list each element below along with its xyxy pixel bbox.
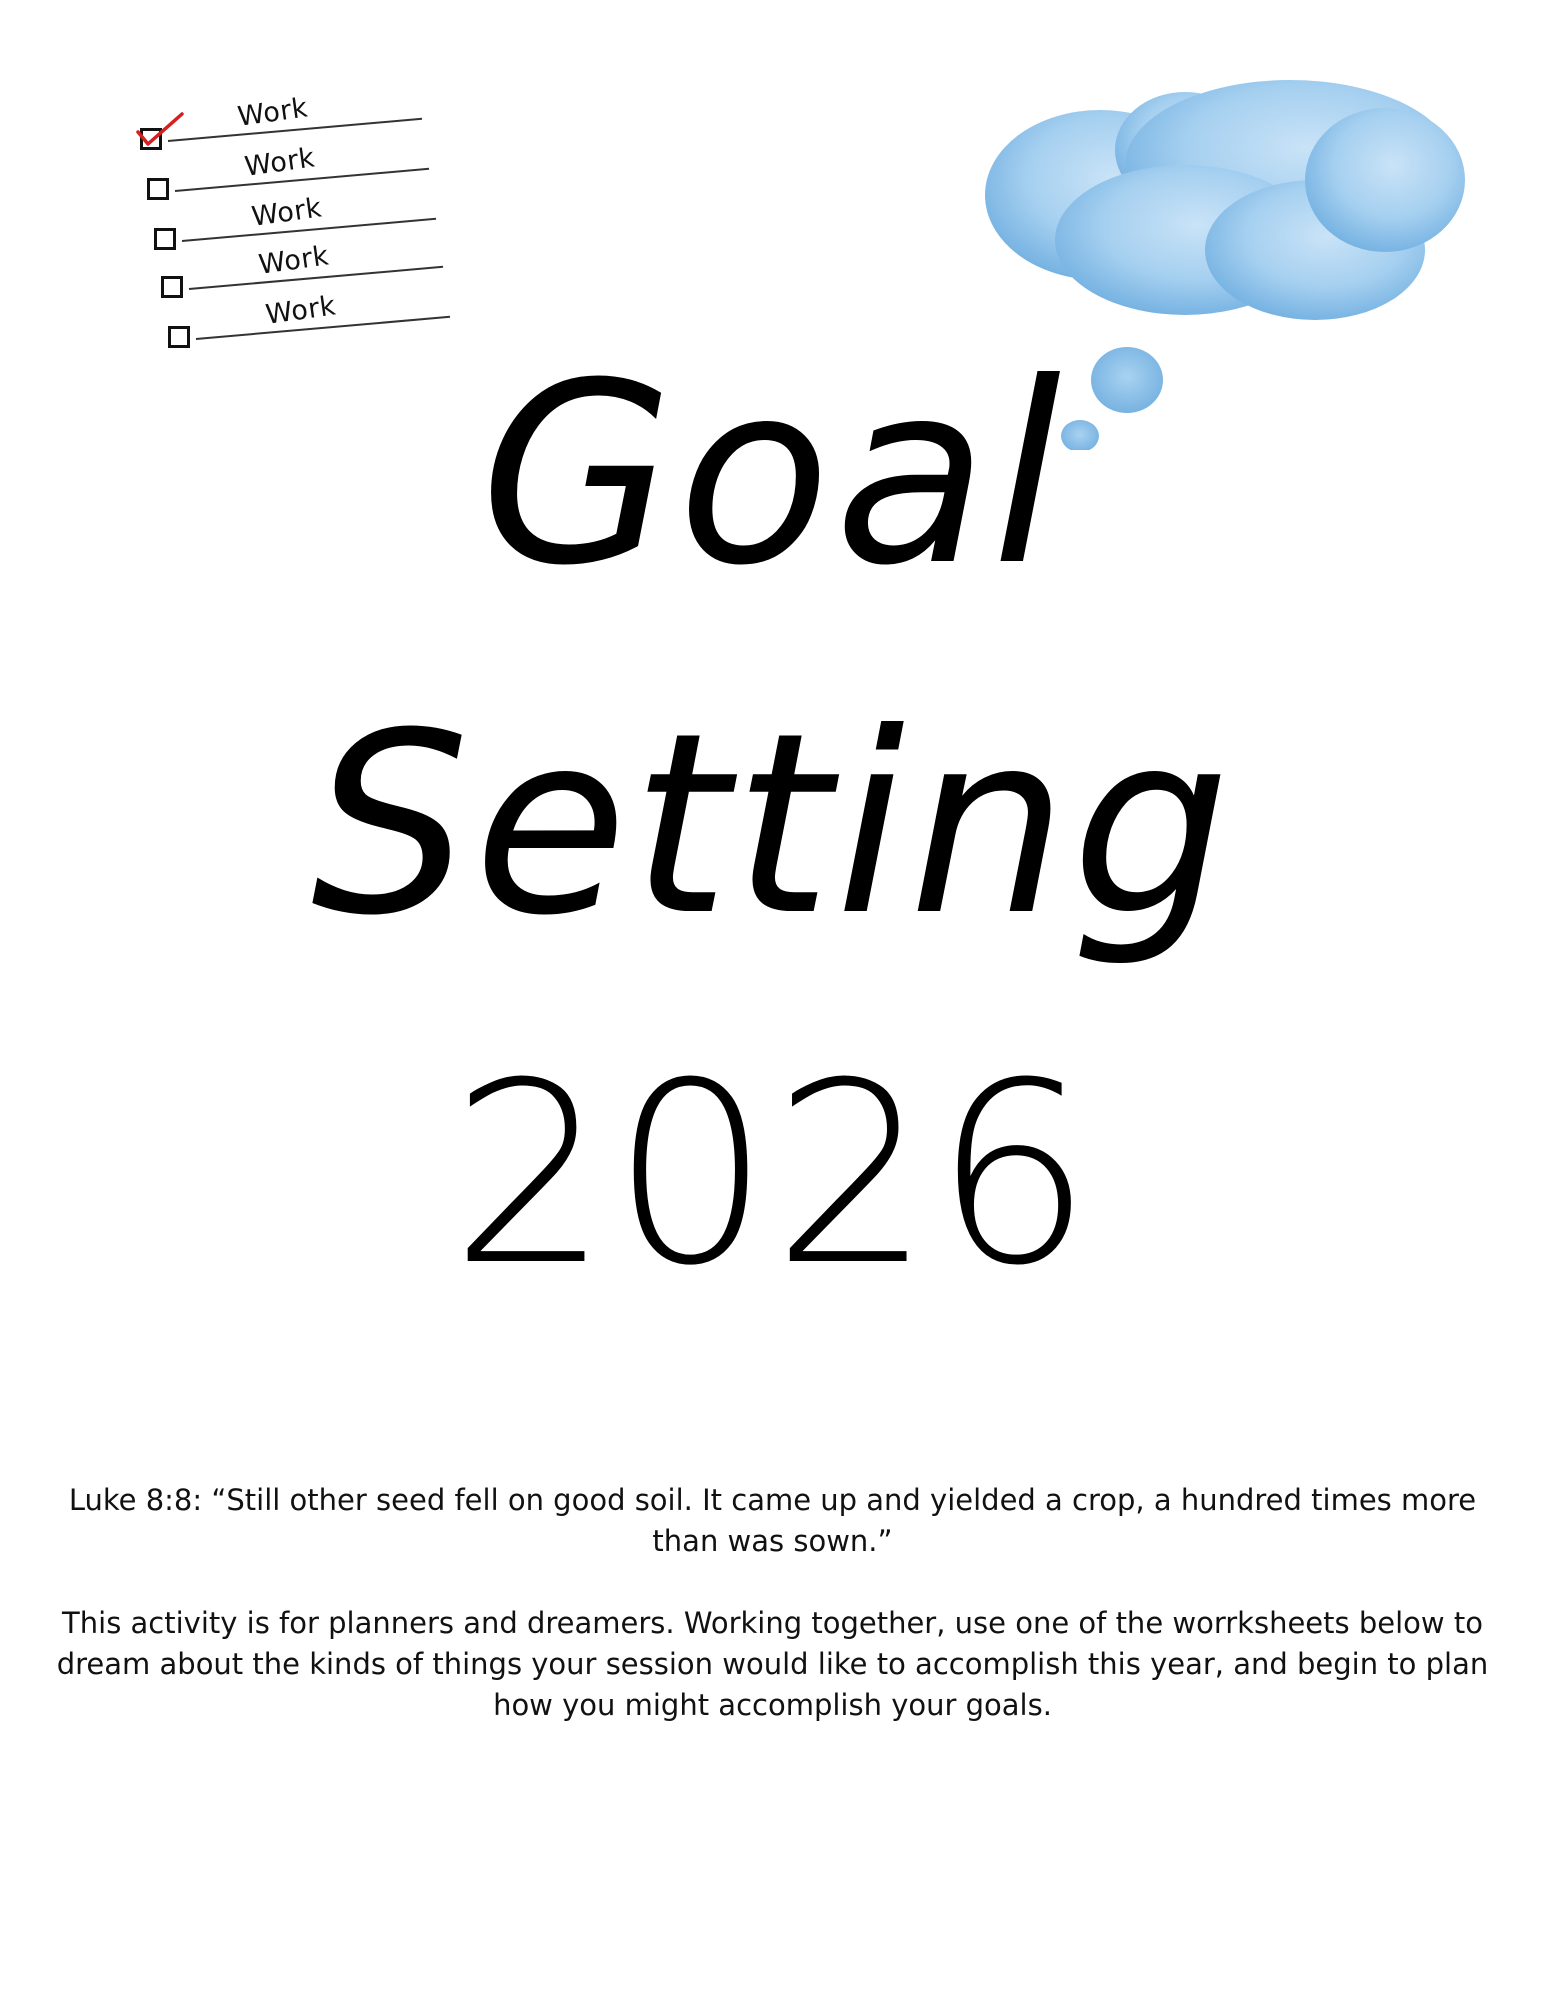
title-setting: Setting bbox=[310, 679, 1235, 970]
checklist-label: Work bbox=[249, 192, 324, 233]
checklist-label: Work bbox=[242, 142, 317, 183]
title-goal: Goal bbox=[479, 329, 1066, 620]
title-year: 2026 bbox=[450, 1029, 1095, 1320]
checklist-label: Work bbox=[263, 290, 338, 331]
cloud-body bbox=[985, 80, 1465, 320]
checkbox-icon bbox=[147, 178, 169, 200]
checkbox-icon bbox=[161, 276, 183, 298]
checklist-item bbox=[161, 240, 451, 298]
checkbox-icon bbox=[168, 326, 190, 348]
checklist-label: Work bbox=[256, 240, 331, 281]
red-checkmark-icon bbox=[132, 110, 192, 150]
activity-description: This activity is for planners and dreamers. Working together, use one of the worrksheets below to dream about the kinds of things your session would like to accomplish this year, and begin to plan how you might accomplish your goals. bbox=[56, 1606, 1489, 1722]
checkbox-icon bbox=[154, 228, 176, 250]
checklist-item bbox=[168, 290, 458, 348]
checklist-item bbox=[140, 92, 430, 150]
checklist-illustration bbox=[130, 92, 450, 380]
checklist-label: Work bbox=[235, 92, 310, 133]
scripture-verse: Luke 8:8: “Still other seed fell on good soil. It came up and yielded a crop, a hundred times more than was sown.” bbox=[68, 1483, 1477, 1558]
checklist-item bbox=[147, 142, 437, 200]
